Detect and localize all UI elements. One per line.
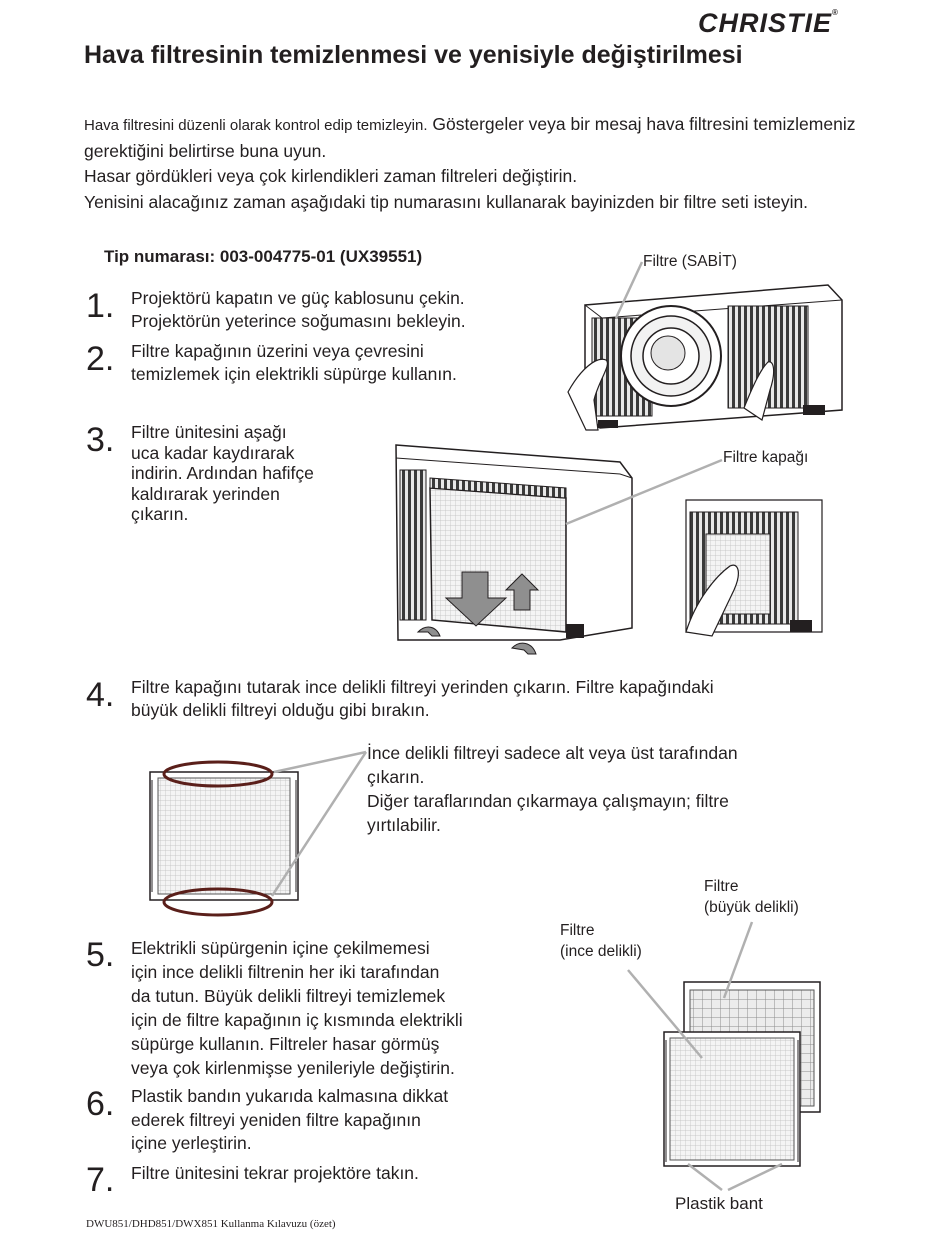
filter-removal-inset <box>686 500 822 636</box>
fine-filter-note: İnce delikli filtreyi sadece alt veya üst tarafından çıkarın. Diğer taraflarından çıkarmaya çalışmayın; filtre yırtılabilir. <box>367 743 738 835</box>
tip-number: Tip numarası: 003-004775-01 (UX39551) <box>104 247 423 266</box>
step-3-number: 3. <box>86 421 115 459</box>
intro-lead-rest: Göstergeler veya bir mesaj hava filtresini temizlemeniz gerektiğini belirtirse buna uyun. <box>84 114 856 161</box>
step-2-text: Filtre kapağının üzerini veya çevresini temizlemek için elektrikli süpürge kullanın. <box>131 341 457 384</box>
step-7-text: Filtre ünitesini tekrar projektöre takın. <box>131 1163 419 1183</box>
christie-logo: CHRISTIE® <box>698 8 839 38</box>
label-filter-fine-holes: Filtre (ince delikli) <box>560 922 642 960</box>
label-filter-cover: Filtre kapağı <box>723 449 809 466</box>
projector-side-illustration <box>396 445 632 654</box>
label-filter-fixed: Filtre (SABİT) <box>643 253 737 270</box>
step-1-text: Projektörü kapatın ve güç kablosunu çekin. Projektörün yeterince soğumasını bekleyin. <box>131 288 466 331</box>
step-4-text: Filtre kapağını tutarak ince delikli filtreyi yerinden çıkarın. Filtre kapağındaki büyük delikli filtreyi olduğu gibi bırakın. <box>131 677 714 720</box>
step-3-text: Filtre ünitesini aşağı uca kadar kaydırarak indirin. Ardından hafifçe kaldırarak yerinden çıkarın. <box>131 422 314 524</box>
projector-front-illustration <box>568 285 842 430</box>
step-6-number: 6. <box>86 1085 115 1123</box>
step-1-number: 1. <box>86 287 115 325</box>
step-2-number: 2. <box>86 340 115 378</box>
footer: DWU851/DHD851/DWX851 Kullanma Kılavuzu (özet) <box>86 1218 336 1230</box>
label-filter-large-holes: Filtre (büyük delikli) <box>704 878 799 916</box>
intro-line-2: Hasar gördükleri veya çok kirlendikleri zaman filtreleri değiştirin. <box>84 166 578 186</box>
label-plastic-band: Plastik bant <box>675 1194 763 1213</box>
page-title: Hava filtresinin temizlenmesi ve yenisiyle değiştirilmesi <box>84 41 743 69</box>
step-5-number: 5. <box>86 936 115 974</box>
step-4-number: 4. <box>86 676 115 714</box>
step-7-number: 7. <box>86 1161 115 1199</box>
step-6-text: Plastik bandın yukarıda kalmasına dikkat ederek filtreyi yeniden filtre kapağının içine yerleştirin. <box>131 1086 449 1153</box>
two-filters-illustration <box>664 982 820 1166</box>
step-5-text: Elektrikli süpürgenin içine çekilmemesi için ince delikli filtrenin her iki tarafından da tutun. Büyük delikli filtreyi temizlemek için de filtre kapağının iç kısmında elektrikli süpürge kullanın. Filtreler hasar görmüş veya çok kirlenmişse yenileriyle değiştirin. <box>131 938 463 1078</box>
intro-lead-small: Hava filtresini düzenli olarak kontrol edip temizleyin. <box>84 117 428 134</box>
intro-line-3: Yenisini alacağınız zaman aşağıdaki tip numarasını kullanarak bayinizden bir filtre seti isteyin. <box>84 191 809 212</box>
